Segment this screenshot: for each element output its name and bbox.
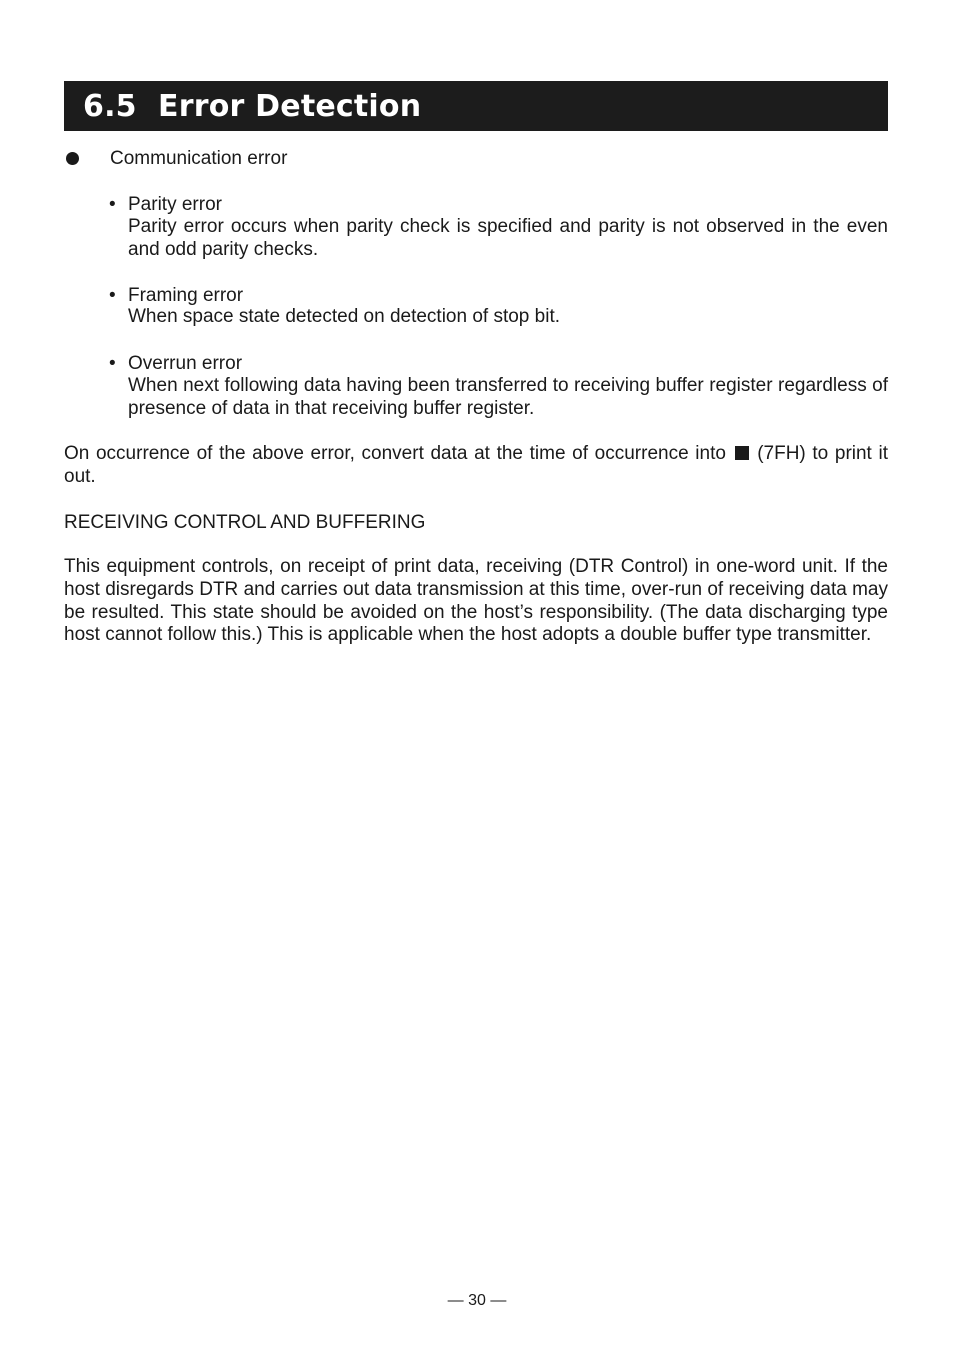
overrun-error-body: When next following data having been transferred to receiving buffer register regardless of presence of data in that receiving buffer register.: [128, 375, 888, 419]
filled-square-icon: [735, 446, 749, 460]
list-bullet: •: [109, 285, 116, 306]
receiving-paragraph: This equipment controls, on receipt of print data, receiving (DTR Control) in one-word unit. If the host disregards DTR and carries out data transmission at this time, over-run of receiving data may be resulted. This state should be avoided on the host’s responsibility. (The data discharging type host cannot follow this.) This is applicable when the host adopts a double buffer type transmitter.: [64, 556, 888, 646]
section-heading-bar: [64, 81, 888, 131]
page-number: — 30 —: [447, 1292, 507, 1309]
bullet-dot-icon: [66, 152, 79, 165]
framing-error-body: When space state detected on detection of stop bit.: [128, 306, 560, 327]
framing-error-title: Framing error: [128, 285, 244, 306]
section-title: 6.5 Error Detection: [83, 88, 422, 124]
parity-error-body: Parity error occurs when parity check is specified and parity is not observed in the even and odd parity checks.: [128, 216, 888, 260]
list-bullet: •: [109, 353, 116, 374]
occurrence-paragraph: [64, 443, 888, 489]
receiving-heading: RECEIVING CONTROL AND BUFFERING: [64, 512, 426, 533]
occurrence-text-before: On occurrence of the above error, convert data at the time of occurrence into: [64, 443, 726, 464]
communication-error-label: Communication error: [110, 148, 288, 169]
occurrence-text-after: (7FH) to print it out.: [64, 443, 888, 487]
overrun-error-title: Overrun error: [128, 353, 243, 374]
list-bullet: •: [109, 194, 116, 215]
parity-error-title: Parity error: [128, 194, 222, 215]
